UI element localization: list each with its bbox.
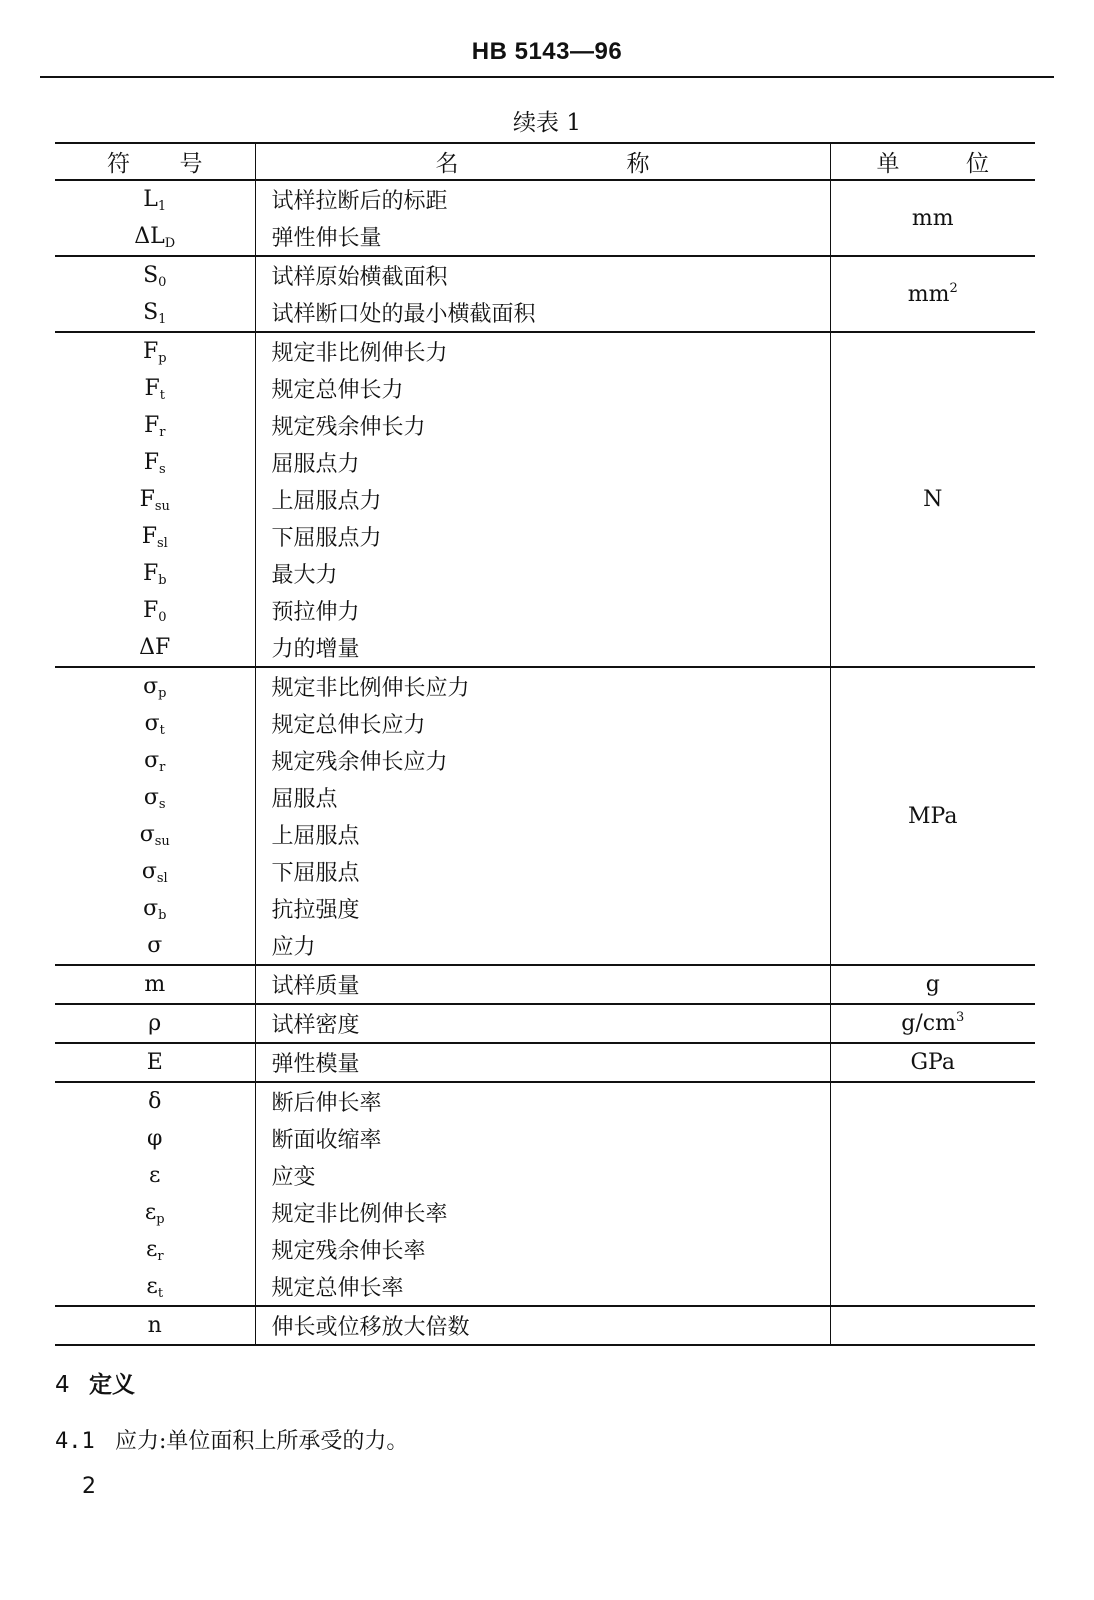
symbol-subscript: sl xyxy=(156,536,168,551)
symbol-text: F xyxy=(143,450,160,475)
name-cell: 试样原始横截面积 xyxy=(255,256,830,294)
name-cell: 规定残余伸长率 xyxy=(255,1231,830,1268)
unit-cell xyxy=(830,180,1035,256)
symbol-subscript: b xyxy=(158,573,167,588)
symbol-cell xyxy=(55,481,255,518)
symbol-cell xyxy=(55,555,255,592)
symbol-cell xyxy=(55,1082,255,1120)
symbol-cell xyxy=(55,890,255,927)
symbol-text: σ xyxy=(144,711,160,736)
symbol-table xyxy=(55,142,1035,1346)
table-body xyxy=(55,180,1035,1345)
name-cell: 断后伸长率 xyxy=(255,1082,830,1120)
symbol-cell xyxy=(55,1268,255,1306)
symbol-text: F xyxy=(141,524,157,549)
symbol-cell xyxy=(55,444,255,481)
page-number: 2 xyxy=(82,1474,96,1499)
name-cell: 规定总伸长率 xyxy=(255,1268,830,1306)
clause-4-1 xyxy=(55,1424,408,1455)
symbol-cell xyxy=(55,1194,255,1231)
unit-cell xyxy=(830,965,1035,1004)
symbol-text: E xyxy=(146,1050,163,1075)
symbol-cell xyxy=(55,1120,255,1157)
header-rule xyxy=(40,76,1054,78)
clause-number: 4.1 xyxy=(55,1429,95,1454)
symbol-cell xyxy=(55,218,255,256)
document-code-header: HB 5143—96 xyxy=(471,38,623,65)
symbol-subscript: su xyxy=(154,834,170,849)
unit-cell xyxy=(830,332,1035,667)
symbol-text: σ xyxy=(141,859,157,884)
table-header-row xyxy=(55,143,1035,180)
symbol-text: ε xyxy=(144,1200,157,1225)
symbol-text: φ xyxy=(147,1126,163,1151)
symbol-subscript: r xyxy=(159,425,166,440)
unit-cell xyxy=(830,667,1035,965)
symbol-text: σ xyxy=(143,896,159,921)
unit-text: MPa xyxy=(908,803,958,829)
symbol-text: F xyxy=(142,561,159,586)
name-cell: 力的增量 xyxy=(255,629,830,667)
symbol-cell xyxy=(55,518,255,555)
name-cell: 试样断口处的最小横截面积 xyxy=(255,294,830,332)
name-cell: 最大力 xyxy=(255,555,830,592)
symbol-cell xyxy=(55,779,255,816)
symbol-text: δ xyxy=(148,1089,162,1114)
clause-text: 应力:单位面积上所承受的力。 xyxy=(115,1429,409,1454)
header-name: 名 称 xyxy=(255,143,830,180)
unit-superscript: 2 xyxy=(949,280,958,296)
table-row xyxy=(55,1043,1035,1082)
name-cell: 下屈服点力 xyxy=(255,518,830,555)
unit-text: N xyxy=(923,487,943,512)
section-heading xyxy=(55,1366,135,1399)
name-cell: 上屈服点力 xyxy=(255,481,830,518)
symbol-text: F xyxy=(139,487,155,512)
name-cell: 应力 xyxy=(255,927,830,965)
symbol-subscript: 1 xyxy=(158,312,167,327)
unit-text: mm xyxy=(911,205,954,231)
symbol-text: F xyxy=(142,339,159,364)
unit-text: mm xyxy=(907,281,950,307)
symbol-subscript: t xyxy=(159,723,165,738)
symbol-cell xyxy=(55,256,255,294)
symbol-text: F xyxy=(144,413,160,438)
unit-cell xyxy=(830,1082,1035,1306)
symbol-text: F xyxy=(142,598,159,623)
symbol-text: ε xyxy=(146,1274,158,1299)
symbol-subscript: sl xyxy=(156,871,168,886)
symbol-cell xyxy=(55,592,255,629)
symbol-cell xyxy=(55,332,255,370)
table-row xyxy=(55,180,1035,218)
symbol-subscript: D xyxy=(164,236,176,251)
name-cell: 预拉伸力 xyxy=(255,592,830,629)
symbol-text: ε xyxy=(145,1237,158,1262)
symbol-text: m xyxy=(144,972,166,997)
symbol-subscript: b xyxy=(158,908,167,923)
unit-cell xyxy=(830,1004,1035,1043)
symbol-text: ρ xyxy=(148,1011,162,1036)
unit-cell xyxy=(830,1306,1035,1345)
symbol-subscript: p xyxy=(156,1212,165,1227)
symbol-cell xyxy=(55,180,255,218)
name-cell: 规定总伸长应力 xyxy=(255,705,830,742)
unit-cell xyxy=(830,1043,1035,1082)
table-row xyxy=(55,965,1035,1004)
symbol-cell xyxy=(55,1043,255,1082)
symbol-subscript: 0 xyxy=(158,275,167,290)
table-row xyxy=(55,667,1035,705)
name-cell: 弹性模量 xyxy=(255,1043,830,1082)
symbol-text: S xyxy=(143,263,159,288)
symbol-cell xyxy=(55,742,255,779)
unit-text: g/cm xyxy=(901,1011,956,1036)
symbol-text: σ xyxy=(147,933,163,958)
symbol-cell xyxy=(55,816,255,853)
symbol-subscript: 1 xyxy=(157,199,167,214)
symbol-subscript: p xyxy=(158,351,167,366)
symbol-text: σ xyxy=(143,785,159,810)
table-caption: 续表 1 xyxy=(513,110,581,136)
symbol-text: ΔL xyxy=(134,224,165,249)
table-row xyxy=(55,1004,1035,1043)
name-cell: 试样质量 xyxy=(255,965,830,1004)
symbol-cell xyxy=(55,1306,255,1345)
table-row xyxy=(55,256,1035,294)
symbol-subscript: t xyxy=(157,1286,164,1301)
table-row xyxy=(55,1306,1035,1345)
name-cell: 抗拉强度 xyxy=(255,890,830,927)
name-cell: 规定残余伸长应力 xyxy=(255,742,830,779)
unit-cell xyxy=(830,256,1035,332)
symbol-text: S xyxy=(143,300,159,325)
symbol-cell xyxy=(55,1157,255,1194)
symbol-cell xyxy=(55,927,255,965)
symbol-subscript: t xyxy=(159,388,165,403)
symbol-cell xyxy=(55,853,255,890)
section-title: 定义 xyxy=(89,1372,135,1398)
header-unit: 单 位 xyxy=(830,143,1035,180)
name-cell: 试样拉断后的标距 xyxy=(255,180,830,218)
table-row xyxy=(55,1082,1035,1120)
name-cell: 屈服点 xyxy=(255,779,830,816)
name-cell: 下屈服点 xyxy=(255,853,830,890)
section-number: 4 xyxy=(55,1372,70,1398)
symbol-cell xyxy=(55,407,255,444)
name-cell: 试样密度 xyxy=(255,1004,830,1043)
name-cell: 屈服点力 xyxy=(255,444,830,481)
unit-text: g xyxy=(925,972,940,997)
header-symbol: 符 号 xyxy=(55,143,255,180)
symbol-text: n xyxy=(147,1313,162,1338)
symbol-text: σ xyxy=(143,674,159,699)
symbol-cell xyxy=(55,965,255,1004)
name-cell: 弹性伸长量 xyxy=(255,218,830,256)
symbol-cell xyxy=(55,370,255,407)
symbol-cell xyxy=(55,705,255,742)
symbol-cell xyxy=(55,294,255,332)
name-cell: 规定总伸长力 xyxy=(255,370,830,407)
symbol-cell xyxy=(55,1231,255,1268)
name-cell: 上屈服点 xyxy=(255,816,830,853)
symbol-subscript: r xyxy=(159,760,166,775)
unit-superscript: 3 xyxy=(955,1010,965,1025)
name-cell: 规定残余伸长力 xyxy=(255,407,830,444)
name-cell: 应变 xyxy=(255,1157,830,1194)
name-cell: 规定非比例伸长力 xyxy=(255,332,830,370)
symbol-subscript: s xyxy=(158,797,166,812)
name-cell: 伸长或位移放大倍数 xyxy=(255,1306,830,1345)
symbol-text: σ xyxy=(139,822,155,847)
name-cell: 规定非比例伸长率 xyxy=(255,1194,830,1231)
symbol-cell xyxy=(55,1004,255,1043)
unit-text: GPa xyxy=(910,1050,955,1075)
symbol-text: ΔF xyxy=(139,635,171,660)
symbol-cell xyxy=(55,629,255,667)
symbol-text: L xyxy=(143,187,158,212)
table-row xyxy=(55,332,1035,370)
symbol-subscript: su xyxy=(154,499,170,514)
name-cell: 断面收缩率 xyxy=(255,1120,830,1157)
symbol-cell xyxy=(55,667,255,705)
symbol-text: ε xyxy=(149,1163,161,1188)
symbol-text: F xyxy=(144,376,160,401)
symbol-subscript: p xyxy=(158,686,167,701)
name-cell: 规定非比例伸长应力 xyxy=(255,667,830,705)
symbol-subscript: 0 xyxy=(158,610,167,625)
symbol-text: σ xyxy=(144,748,160,773)
symbol-subscript: s xyxy=(159,462,166,477)
symbol-subscript: r xyxy=(157,1249,164,1264)
